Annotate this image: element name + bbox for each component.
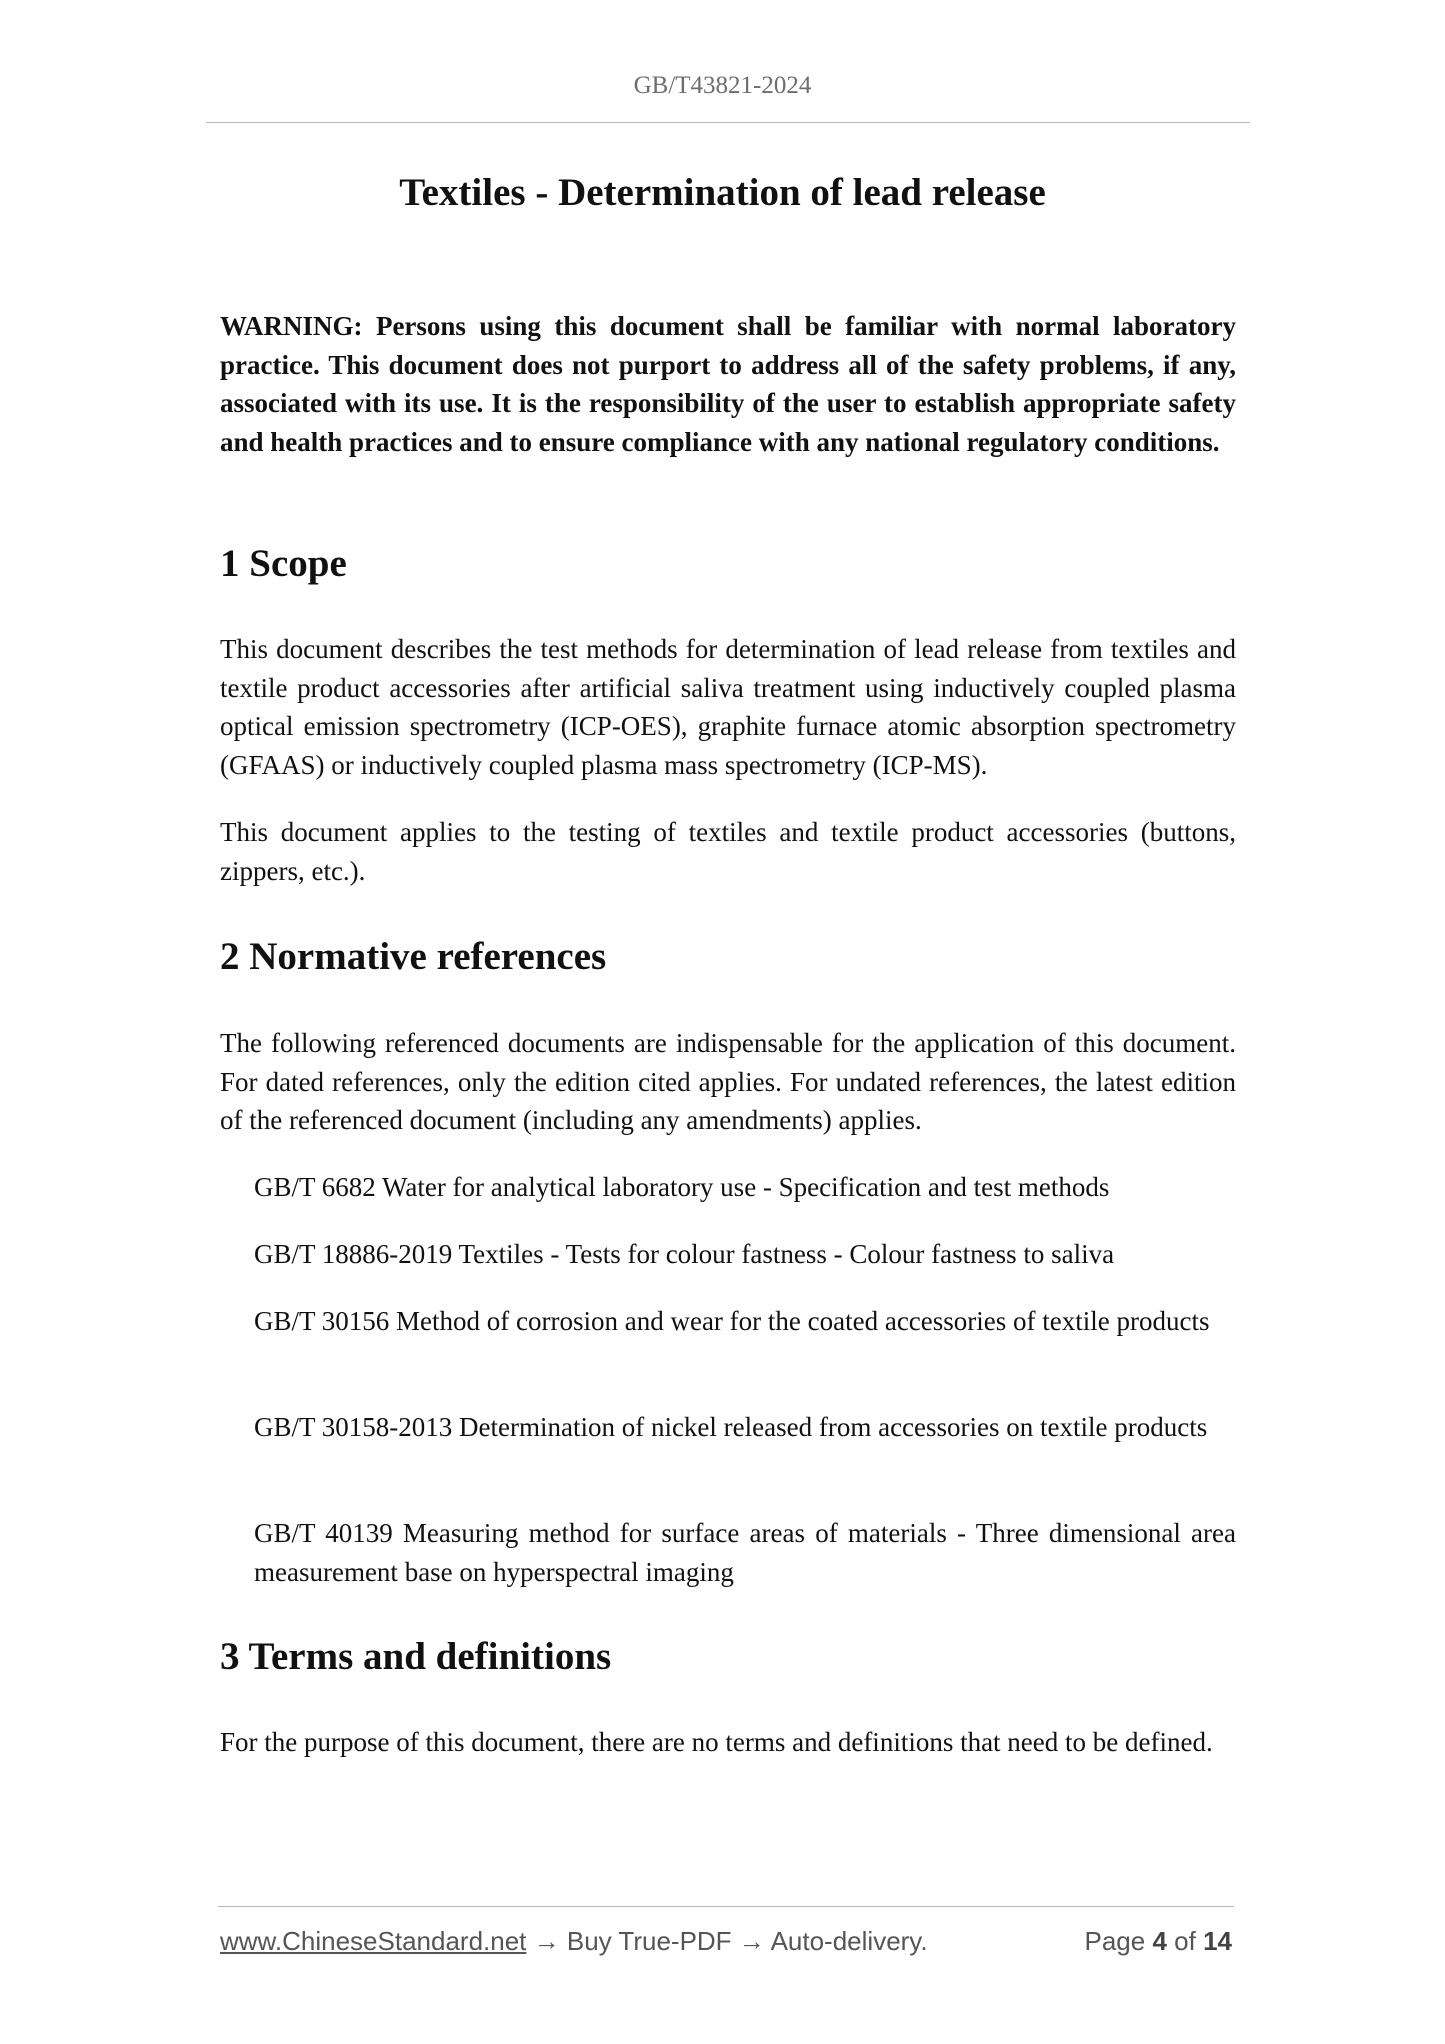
footer-divider bbox=[218, 1906, 1234, 1907]
section-terms bbox=[220, 1633, 1236, 1681]
reference-item bbox=[220, 1514, 1236, 1591]
page-total: 14 bbox=[1203, 1926, 1232, 1956]
normative-intro bbox=[220, 1024, 1236, 1140]
section-heading-scope: 1 Scope bbox=[220, 542, 347, 585]
paragraph: This document describes the test methods for determination of lead release from textiles and textile product accessories after artificial saliva treatment using inductively coupled plasma optical emission spectrometry (ICP-OES), graphite furnace atomic absorption spectrometry (GFAAS) or inductively coupled plasma mass spectrometry (ICP-MS). bbox=[220, 634, 1236, 780]
reference-item bbox=[220, 1302, 1236, 1341]
section-scope bbox=[220, 540, 1236, 588]
page-current: 4 bbox=[1152, 1926, 1167, 1956]
reference-text: GB/T 6682 Water for analytical laboratory use - Specification and test methods bbox=[254, 1172, 1110, 1202]
scope-paragraph-2 bbox=[220, 813, 1236, 890]
paragraph: For the purpose of this document, there are no terms and definitions that need to be defined. bbox=[220, 1727, 1213, 1757]
reference-item bbox=[220, 1408, 1236, 1447]
footer-promo bbox=[220, 1926, 928, 1957]
page-of: of bbox=[1174, 1926, 1196, 1956]
header-divider bbox=[206, 122, 1250, 123]
page-number bbox=[1084, 1926, 1232, 1957]
page-label: Page bbox=[1084, 1926, 1146, 1956]
reference-text: GB/T 18886-2019 Textiles - Tests for colour fastness - Colour fastness to saliva bbox=[254, 1239, 1115, 1269]
reference-text: GB/T 30158-2013 Determination of nickel released from accessories on textile products bbox=[254, 1412, 1208, 1442]
reference-item bbox=[220, 1235, 1236, 1274]
footer-tagline: → Buy True-PDF → Auto-delivery. bbox=[526, 1926, 928, 1956]
document-title: Textiles - Determination of lead release bbox=[399, 171, 1046, 214]
warning-block bbox=[220, 307, 1236, 461]
reference-item bbox=[220, 1168, 1236, 1207]
reference-text: GB/T 30156 Method of corrosion and wear for the coated accessories of textile products bbox=[254, 1306, 1210, 1336]
section-heading-terms: 3 Terms and definitions bbox=[220, 1635, 612, 1678]
website-link[interactable]: www.ChineseStandard.net bbox=[220, 1926, 527, 1956]
scope-paragraph-1 bbox=[220, 630, 1236, 784]
terms-paragraph bbox=[220, 1723, 1236, 1762]
section-normative bbox=[220, 933, 1236, 981]
paragraph: The following referenced documents are indispensable for the application of this document. For dated references, only the edition cited applies. For undated references, the latest edition of the referenced document (including any amendments) applies. bbox=[220, 1028, 1236, 1135]
warning-text: WARNING: Persons using this document shall be familiar with normal laboratory practice. This document does not purport to address all of the safety problems, if any, associated with its use. It is the responsibility of the user to establish appropriate safety and health practices and to ensure compliance with any national regulatory conditions. bbox=[220, 311, 1236, 457]
standard-code: GB/T43821-2024 bbox=[633, 72, 812, 99]
reference-text: GB/T 40139 Measuring method for surface areas of materials - Three dimensional area measurement base on hyperspectral imaging bbox=[254, 1518, 1236, 1587]
paragraph: This document applies to the testing of textiles and textile product accessories (buttons, zippers, etc.). bbox=[220, 817, 1236, 886]
section-heading-normative: 2 Normative references bbox=[220, 935, 607, 978]
